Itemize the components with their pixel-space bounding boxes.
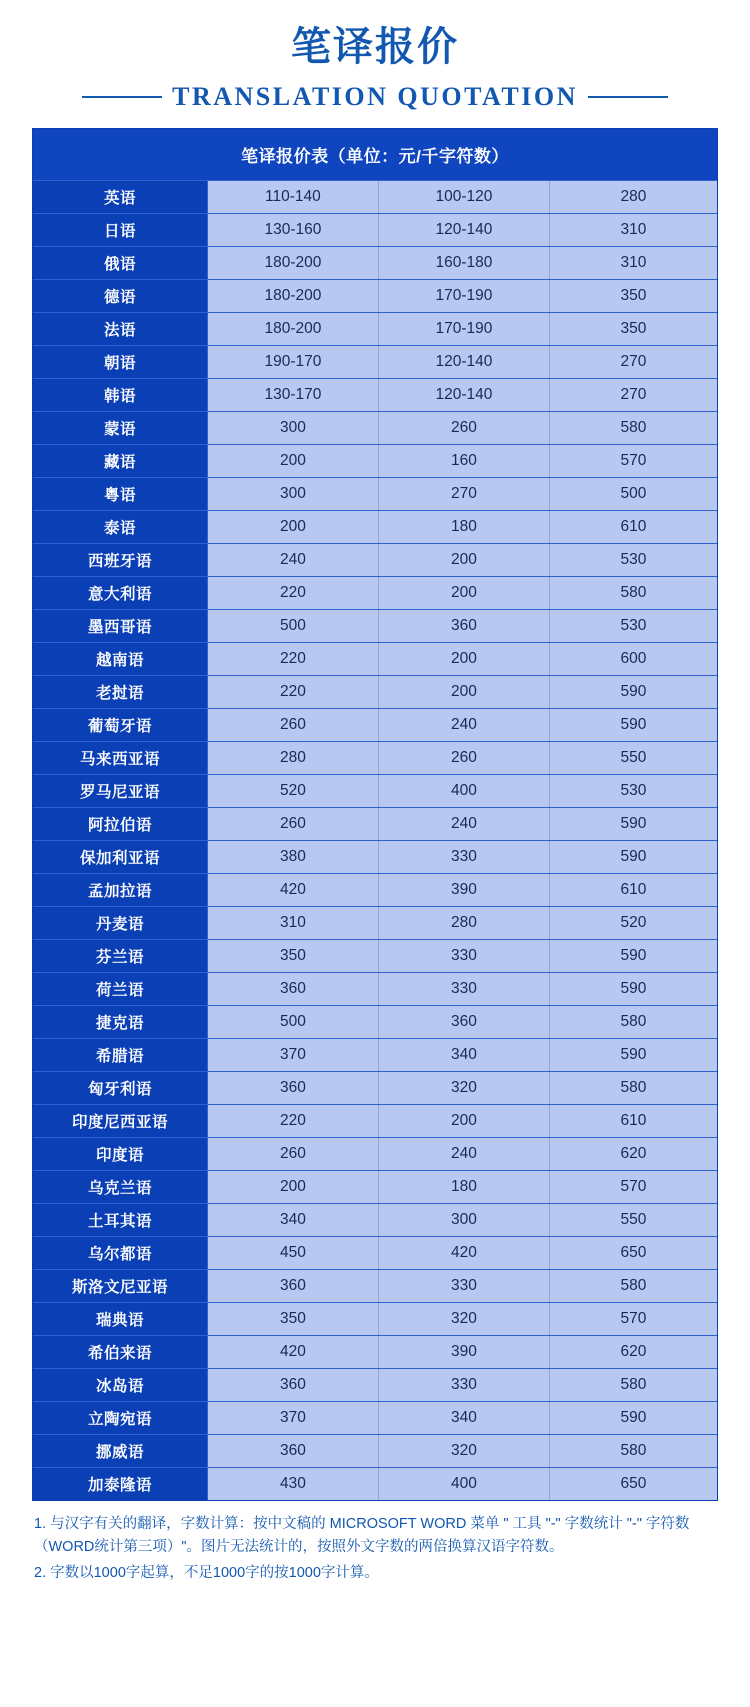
price-cell: 300 bbox=[207, 412, 378, 445]
price-cell: 570 bbox=[549, 1171, 717, 1204]
price-cell: 550 bbox=[549, 742, 717, 775]
price-cell: 200 bbox=[378, 544, 549, 577]
price-cell: 260 bbox=[207, 709, 378, 742]
price-cell: 280 bbox=[207, 742, 378, 775]
language-cell: 泰语 bbox=[33, 511, 207, 544]
price-cell: 360 bbox=[207, 1072, 378, 1105]
language-cell: 土耳其语 bbox=[33, 1204, 207, 1237]
price-cell: 320 bbox=[378, 1435, 549, 1468]
table-row bbox=[33, 214, 717, 247]
table-row bbox=[33, 511, 717, 544]
price-cell: 310 bbox=[549, 214, 717, 247]
table-row bbox=[33, 1402, 717, 1435]
price-cell: 370 bbox=[207, 1039, 378, 1072]
price-cell: 590 bbox=[549, 808, 717, 841]
table-row bbox=[33, 1039, 717, 1072]
price-cell: 430 bbox=[207, 1468, 378, 1501]
language-cell: 越南语 bbox=[33, 643, 207, 676]
price-cell: 320 bbox=[378, 1303, 549, 1336]
price-cell: 340 bbox=[378, 1402, 549, 1435]
price-cell: 590 bbox=[549, 973, 717, 1006]
price-cell: 590 bbox=[549, 1039, 717, 1072]
price-cell: 200 bbox=[378, 1105, 549, 1138]
price-cell: 580 bbox=[549, 577, 717, 610]
price-cell: 270 bbox=[549, 346, 717, 379]
price-cell: 610 bbox=[549, 874, 717, 907]
price-cell: 570 bbox=[549, 1303, 717, 1336]
price-cell: 180-200 bbox=[207, 247, 378, 280]
language-cell: 瑞典语 bbox=[33, 1303, 207, 1336]
language-cell: 马来西亚语 bbox=[33, 742, 207, 775]
price-cell: 330 bbox=[378, 940, 549, 973]
table-row bbox=[33, 1303, 717, 1336]
price-cell: 520 bbox=[549, 907, 717, 940]
table-row bbox=[33, 610, 717, 643]
page-subtitle: TRANSLATION QUOTATION bbox=[172, 82, 578, 111]
language-cell: 阿拉伯语 bbox=[33, 808, 207, 841]
table-row bbox=[33, 676, 717, 709]
table-row bbox=[33, 1171, 717, 1204]
language-cell: 印度尼西亚语 bbox=[33, 1105, 207, 1138]
price-cell: 360 bbox=[207, 1435, 378, 1468]
price-cell: 620 bbox=[549, 1336, 717, 1369]
price-cell: 170-190 bbox=[378, 280, 549, 313]
note-item: 1. 与汉字有关的翻译，字数计算：按中文稿的 MICROSOFT WORD 菜单 " 工具 "-" 字数统计 "-" 字符数（WORD统计第三项）"。图片无法统计的，按照外文字数的两倍换算汉语字符数。 bbox=[34, 1516, 690, 1556]
table-row bbox=[33, 280, 717, 313]
price-cell: 130-160 bbox=[207, 214, 378, 247]
price-cell: 130-170 bbox=[207, 379, 378, 412]
price-cell: 610 bbox=[549, 1105, 717, 1138]
price-cell: 610 bbox=[549, 511, 717, 544]
language-cell: 希伯来语 bbox=[33, 1336, 207, 1369]
language-cell: 乌尔都语 bbox=[33, 1237, 207, 1270]
price-cell: 580 bbox=[549, 1006, 717, 1039]
price-cell: 340 bbox=[207, 1204, 378, 1237]
page-header bbox=[0, 0, 750, 112]
price-cell: 330 bbox=[378, 841, 549, 874]
price-cell: 110-140 bbox=[207, 181, 378, 214]
price-cell: 400 bbox=[378, 1468, 549, 1501]
language-cell: 乌克兰语 bbox=[33, 1171, 207, 1204]
price-cell: 120-140 bbox=[378, 346, 549, 379]
quotation-table-card bbox=[32, 128, 718, 1501]
language-cell: 日语 bbox=[33, 214, 207, 247]
price-cell: 120-140 bbox=[378, 214, 549, 247]
table-row bbox=[33, 1204, 717, 1237]
price-cell: 580 bbox=[549, 1072, 717, 1105]
price-cell: 180 bbox=[378, 511, 549, 544]
table-row bbox=[33, 478, 717, 511]
price-cell: 240 bbox=[378, 808, 549, 841]
price-cell: 590 bbox=[549, 676, 717, 709]
price-cell: 260 bbox=[207, 808, 378, 841]
language-cell: 墨西哥语 bbox=[33, 610, 207, 643]
price-cell: 450 bbox=[207, 1237, 378, 1270]
table-row bbox=[33, 775, 717, 808]
table-row bbox=[33, 346, 717, 379]
divider-left bbox=[82, 96, 162, 98]
language-cell: 西班牙语 bbox=[33, 544, 207, 577]
table-row bbox=[33, 874, 717, 907]
price-cell: 340 bbox=[378, 1039, 549, 1072]
price-cell: 600 bbox=[549, 643, 717, 676]
language-cell: 立陶宛语 bbox=[33, 1402, 207, 1435]
price-cell: 170-190 bbox=[378, 313, 549, 346]
price-cell: 240 bbox=[378, 1138, 549, 1171]
language-cell: 英语 bbox=[33, 181, 207, 214]
price-cell: 350 bbox=[207, 940, 378, 973]
language-cell: 丹麦语 bbox=[33, 907, 207, 940]
language-cell: 粤语 bbox=[33, 478, 207, 511]
price-cell: 360 bbox=[378, 610, 549, 643]
price-cell: 180 bbox=[378, 1171, 549, 1204]
table-row bbox=[33, 1270, 717, 1303]
price-cell: 310 bbox=[207, 907, 378, 940]
price-cell: 160 bbox=[378, 445, 549, 478]
price-cell: 220 bbox=[207, 676, 378, 709]
price-cell: 180-200 bbox=[207, 313, 378, 346]
price-cell: 260 bbox=[207, 1138, 378, 1171]
table-row bbox=[33, 643, 717, 676]
notes-block bbox=[34, 1513, 716, 1585]
language-cell: 荷兰语 bbox=[33, 973, 207, 1006]
price-cell: 160-180 bbox=[378, 247, 549, 280]
table-row bbox=[33, 181, 717, 214]
language-cell: 挪威语 bbox=[33, 1435, 207, 1468]
price-cell: 330 bbox=[378, 1270, 549, 1303]
table-row bbox=[33, 1105, 717, 1138]
table-caption: 笔译报价表（单位：元/千字符数） bbox=[33, 129, 717, 181]
language-cell: 芬兰语 bbox=[33, 940, 207, 973]
price-cell: 390 bbox=[378, 874, 549, 907]
language-cell: 俄语 bbox=[33, 247, 207, 280]
price-cell: 420 bbox=[207, 1336, 378, 1369]
price-cell: 200 bbox=[207, 445, 378, 478]
price-cell: 380 bbox=[207, 841, 378, 874]
table-row bbox=[33, 577, 717, 610]
price-cell: 310 bbox=[549, 247, 717, 280]
price-cell: 350 bbox=[549, 313, 717, 346]
price-cell: 180-200 bbox=[207, 280, 378, 313]
price-cell: 500 bbox=[207, 610, 378, 643]
table-row bbox=[33, 940, 717, 973]
table-row bbox=[33, 1072, 717, 1105]
language-cell: 希腊语 bbox=[33, 1039, 207, 1072]
price-cell: 570 bbox=[549, 445, 717, 478]
price-cell: 580 bbox=[549, 1270, 717, 1303]
price-cell: 200 bbox=[378, 643, 549, 676]
price-cell: 220 bbox=[207, 577, 378, 610]
table-caption-row bbox=[33, 129, 717, 181]
price-cell: 360 bbox=[207, 1369, 378, 1402]
price-cell: 500 bbox=[207, 1006, 378, 1039]
price-cell: 200 bbox=[378, 676, 549, 709]
language-cell: 法语 bbox=[33, 313, 207, 346]
table-row bbox=[33, 412, 717, 445]
price-cell: 320 bbox=[378, 1072, 549, 1105]
price-cell: 330 bbox=[378, 973, 549, 1006]
table-row bbox=[33, 709, 717, 742]
price-cell: 240 bbox=[378, 709, 549, 742]
table-row bbox=[33, 1468, 717, 1501]
table-row bbox=[33, 1435, 717, 1468]
table-row bbox=[33, 1237, 717, 1270]
price-cell: 300 bbox=[378, 1204, 549, 1237]
table-row bbox=[33, 808, 717, 841]
table-row bbox=[33, 1369, 717, 1402]
page-subtitle-row bbox=[0, 82, 750, 112]
price-cell: 280 bbox=[549, 181, 717, 214]
price-cell: 350 bbox=[207, 1303, 378, 1336]
price-cell: 420 bbox=[207, 874, 378, 907]
language-cell: 捷克语 bbox=[33, 1006, 207, 1039]
price-cell: 550 bbox=[549, 1204, 717, 1237]
price-cell: 620 bbox=[549, 1138, 717, 1171]
price-cell: 350 bbox=[549, 280, 717, 313]
price-cell: 360 bbox=[207, 1270, 378, 1303]
price-cell: 650 bbox=[549, 1237, 717, 1270]
table-row bbox=[33, 379, 717, 412]
price-cell: 220 bbox=[207, 1105, 378, 1138]
price-cell: 260 bbox=[378, 742, 549, 775]
price-cell: 280 bbox=[378, 907, 549, 940]
language-cell: 冰岛语 bbox=[33, 1369, 207, 1402]
table-row bbox=[33, 907, 717, 940]
price-cell: 420 bbox=[378, 1237, 549, 1270]
price-cell: 400 bbox=[378, 775, 549, 808]
price-cell: 530 bbox=[549, 610, 717, 643]
language-cell: 韩语 bbox=[33, 379, 207, 412]
price-cell: 360 bbox=[207, 973, 378, 1006]
table-row bbox=[33, 973, 717, 1006]
price-cell: 270 bbox=[549, 379, 717, 412]
table-row bbox=[33, 742, 717, 775]
language-cell: 印度语 bbox=[33, 1138, 207, 1171]
language-cell: 德语 bbox=[33, 280, 207, 313]
table-row bbox=[33, 1336, 717, 1369]
price-cell: 500 bbox=[549, 478, 717, 511]
price-cell: 200 bbox=[207, 511, 378, 544]
price-cell: 580 bbox=[549, 1435, 717, 1468]
price-cell: 200 bbox=[207, 1171, 378, 1204]
divider-right bbox=[588, 96, 668, 98]
price-cell: 580 bbox=[549, 1369, 717, 1402]
price-cell: 590 bbox=[549, 940, 717, 973]
price-cell: 650 bbox=[549, 1468, 717, 1501]
table-row bbox=[33, 1138, 717, 1171]
price-cell: 520 bbox=[207, 775, 378, 808]
table-row bbox=[33, 445, 717, 478]
language-cell: 老挝语 bbox=[33, 676, 207, 709]
language-cell: 保加利亚语 bbox=[33, 841, 207, 874]
price-cell: 590 bbox=[549, 1402, 717, 1435]
quotation-table bbox=[33, 129, 717, 1500]
price-cell: 360 bbox=[378, 1006, 549, 1039]
language-cell: 朝语 bbox=[33, 346, 207, 379]
language-cell: 斯洛文尼亚语 bbox=[33, 1270, 207, 1303]
language-cell: 匈牙利语 bbox=[33, 1072, 207, 1105]
language-cell: 孟加拉语 bbox=[33, 874, 207, 907]
price-cell: 240 bbox=[207, 544, 378, 577]
language-cell: 葡萄牙语 bbox=[33, 709, 207, 742]
price-cell: 530 bbox=[549, 775, 717, 808]
price-cell: 190-170 bbox=[207, 346, 378, 379]
price-cell: 370 bbox=[207, 1402, 378, 1435]
language-cell: 藏语 bbox=[33, 445, 207, 478]
price-cell: 330 bbox=[378, 1369, 549, 1402]
price-cell: 300 bbox=[207, 478, 378, 511]
price-cell: 200 bbox=[378, 577, 549, 610]
price-cell: 580 bbox=[549, 412, 717, 445]
price-cell: 530 bbox=[549, 544, 717, 577]
table-row bbox=[33, 313, 717, 346]
language-cell: 加泰隆语 bbox=[33, 1468, 207, 1501]
price-cell: 390 bbox=[378, 1336, 549, 1369]
table-row bbox=[33, 247, 717, 280]
price-cell: 100-120 bbox=[378, 181, 549, 214]
price-cell: 270 bbox=[378, 478, 549, 511]
note-item: 2. 字数以1000字起算，不足1000字的按1000字计算。 bbox=[34, 1564, 379, 1581]
table-row bbox=[33, 841, 717, 874]
price-cell: 220 bbox=[207, 643, 378, 676]
page-title: 笔译报价 bbox=[291, 25, 459, 69]
language-cell: 意大利语 bbox=[33, 577, 207, 610]
price-cell: 590 bbox=[549, 709, 717, 742]
language-cell: 蒙语 bbox=[33, 412, 207, 445]
price-cell: 120-140 bbox=[378, 379, 549, 412]
price-cell: 260 bbox=[378, 412, 549, 445]
price-cell: 590 bbox=[549, 841, 717, 874]
table-row bbox=[33, 544, 717, 577]
language-cell: 罗马尼亚语 bbox=[33, 775, 207, 808]
table-row bbox=[33, 1006, 717, 1039]
